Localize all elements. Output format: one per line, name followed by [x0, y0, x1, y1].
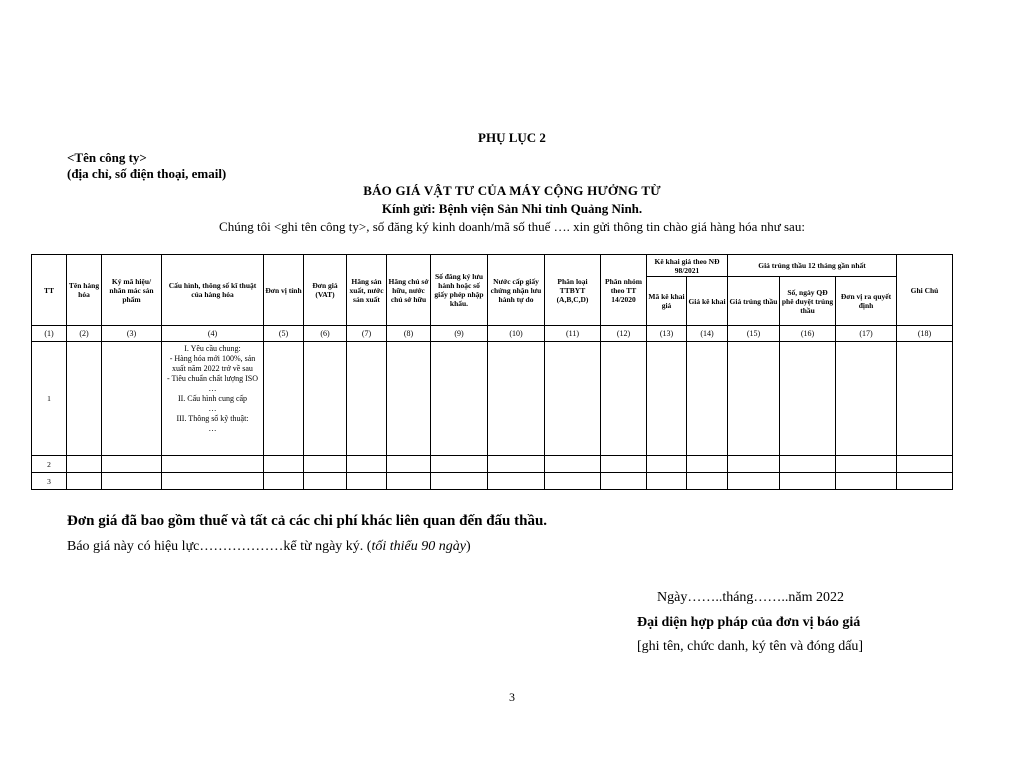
table-cell — [687, 473, 728, 490]
col-header-declared-code: Mã kê khai giá — [647, 277, 687, 326]
requirement-line: … — [208, 424, 217, 433]
requirement-line: III. Thông số kỹ thuật: — [176, 414, 249, 423]
table-cell — [102, 456, 162, 473]
table-cell — [836, 456, 897, 473]
column-number: (4) — [162, 326, 264, 342]
table-cell — [647, 473, 687, 490]
col-header-name: Tên hàng hóa — [67, 255, 102, 326]
col-header-won-price: Giá trúng thầu — [728, 277, 780, 326]
column-number: (18) — [897, 326, 953, 342]
table-cell — [304, 456, 347, 473]
appendix-title: PHỤ LỤC 2 — [478, 130, 546, 145]
table-cell — [687, 456, 728, 473]
requirement-line: II. Cấu hình cung cấp — [177, 394, 248, 403]
col-header-group: Phân nhóm theo TT 14/2020 — [601, 255, 647, 326]
table-cell — [304, 342, 347, 456]
column-number: (10) — [488, 326, 545, 342]
intro-text: Chúng tôi <ghi tên công ty>, số đăng ký kinh doanh/mã số thuế …. xin gửi thông tin chào giá hàng hóa như sau: — [219, 219, 805, 234]
col-header-classification: Phân loại TTBYT (A,B,C,D) — [545, 255, 601, 326]
table-cell — [488, 473, 545, 490]
table-cell — [836, 473, 897, 490]
table-cell — [545, 473, 601, 490]
signature-instruction: [ghi tên, chức danh, ký tên và đóng dấu] — [637, 639, 864, 654]
column-number: (13) — [647, 326, 687, 342]
table-cell — [264, 456, 304, 473]
column-number: (11) — [545, 326, 601, 342]
table-cell — [304, 473, 347, 490]
row-number: 3 — [32, 473, 67, 490]
requirement-line: - Tiêu chuẩn chất lượng ISO … — [166, 374, 258, 393]
col-header-price: Đơn giá (VAT) — [304, 255, 347, 326]
table-cell — [387, 473, 431, 490]
table-cell — [102, 342, 162, 456]
table-cell — [601, 342, 647, 456]
table-cell — [545, 456, 601, 473]
column-number: (12) — [601, 326, 647, 342]
table-cell — [264, 473, 304, 490]
column-number: (15) — [728, 326, 780, 342]
table-cell — [780, 456, 836, 473]
validity-prefix: Báo giá này có hiệu lực………………kể từ ngày ký. ( — [67, 539, 372, 554]
table-cell — [264, 342, 304, 456]
table-cell — [488, 456, 545, 473]
col-header-config: Cấu hình, thông số kĩ thuật của hàng hóa — [162, 255, 264, 326]
column-number: (3) — [102, 326, 162, 342]
requirements-cell — [162, 342, 264, 456]
table-cell — [162, 473, 264, 490]
column-number: (16) — [780, 326, 836, 342]
table-cell — [601, 473, 647, 490]
row-number: 1 — [32, 342, 67, 456]
validity-note — [67, 539, 471, 555]
table-cell — [897, 473, 953, 490]
table-row — [32, 456, 953, 473]
column-number: (9) — [431, 326, 488, 342]
representative-title: Đại diện hợp pháp của đơn vị báo giá — [637, 615, 861, 630]
table-row — [32, 342, 953, 456]
table-cell — [836, 342, 897, 456]
table-cell — [387, 342, 431, 456]
table-cell — [897, 456, 953, 473]
validity-suffix: ) — [465, 539, 471, 554]
table-cell — [431, 456, 488, 473]
requirement-line: - Hàng hóa mới 100%, sản xuất năm 2022 trở về sau — [169, 354, 256, 373]
company-name: <Tên công ty> — [67, 150, 147, 165]
col-header-won-group: Giá trúng thầu 12 tháng gần nhất — [728, 255, 897, 277]
col-header-cfs: Nước cấp giấy chứng nhận lưu hành tự do — [488, 255, 545, 326]
col-header-registration: Số đăng ký lưu hành hoặc số giấy phép nhập khẩu. — [431, 255, 488, 326]
table-cell — [431, 342, 488, 456]
column-number: (17) — [836, 326, 897, 342]
table-cell — [67, 456, 102, 473]
table-cell — [387, 456, 431, 473]
table-cell — [728, 342, 780, 456]
table-cell — [601, 456, 647, 473]
col-header-manufacturer: Hãng sản xuất, nước sản xuất — [347, 255, 387, 326]
document-title: BÁO GIÁ VẬT TƯ CỦA MÁY CỘNG HƯỞNG TỪ — [363, 183, 661, 198]
col-header-owner: Hãng chủ sở hữu, nước chủ sở hữu — [387, 255, 431, 326]
column-number: (1) — [32, 326, 67, 342]
col-header-decision-unit: Đơn vị ra quyết định — [836, 277, 897, 326]
col-header-declared-price: Giá kê khai — [687, 277, 728, 326]
table-cell — [728, 473, 780, 490]
col-header-unit: Đơn vị tính — [264, 255, 304, 326]
column-number: (2) — [67, 326, 102, 342]
table-cell — [347, 473, 387, 490]
table-cell — [545, 342, 601, 456]
table-cell — [780, 342, 836, 456]
col-header-model: Ký mã hiệu/ nhãn mác sản phẩm — [102, 255, 162, 326]
requirement-line: … — [208, 404, 217, 413]
table-cell — [347, 456, 387, 473]
recipient-line: Kính gửi: Bệnh viện Sản Nhi tỉnh Quảng Ninh. — [381, 201, 643, 216]
column-number: (6) — [304, 326, 347, 342]
col-header-tt: TT — [32, 255, 67, 326]
col-header-decision-no: Số, ngày QĐ phê duyệt trúng thầu — [780, 277, 836, 326]
table-cell — [67, 473, 102, 490]
quote-table — [31, 254, 953, 490]
table-cell — [162, 456, 264, 473]
table-cell — [67, 342, 102, 456]
column-number: (7) — [347, 326, 387, 342]
table-row — [32, 473, 953, 490]
table-cell — [897, 342, 953, 456]
table-cell — [647, 342, 687, 456]
table-cell — [728, 456, 780, 473]
column-number-row — [32, 326, 953, 342]
price-note: Đơn giá đã bao gồm thuế và tất cả các chi phí khác liên quan đến đấu thầu. — [67, 513, 548, 529]
table-cell — [647, 456, 687, 473]
table-cell — [347, 342, 387, 456]
col-header-note: Ghi Chú — [897, 255, 953, 326]
row-number: 2 — [32, 456, 67, 473]
requirement-line: I. Yêu cầu chung: — [184, 344, 241, 353]
table-cell — [488, 342, 545, 456]
table-cell — [102, 473, 162, 490]
column-number: (8) — [387, 326, 431, 342]
table-cell — [431, 473, 488, 490]
company-contact: (địa chỉ, số điện thoại, email) — [67, 166, 227, 181]
page-number: 3 — [509, 690, 515, 704]
table-cell — [780, 473, 836, 490]
column-number: (5) — [264, 326, 304, 342]
table-cell — [687, 342, 728, 456]
col-header-declared-group: Kê khai giá theo NĐ 98/2021 — [647, 255, 728, 277]
validity-minimum: tối thiểu 90 ngày — [371, 539, 466, 554]
date-line: Ngày……..tháng……..năm 2022 — [657, 590, 845, 605]
column-number: (14) — [687, 326, 728, 342]
